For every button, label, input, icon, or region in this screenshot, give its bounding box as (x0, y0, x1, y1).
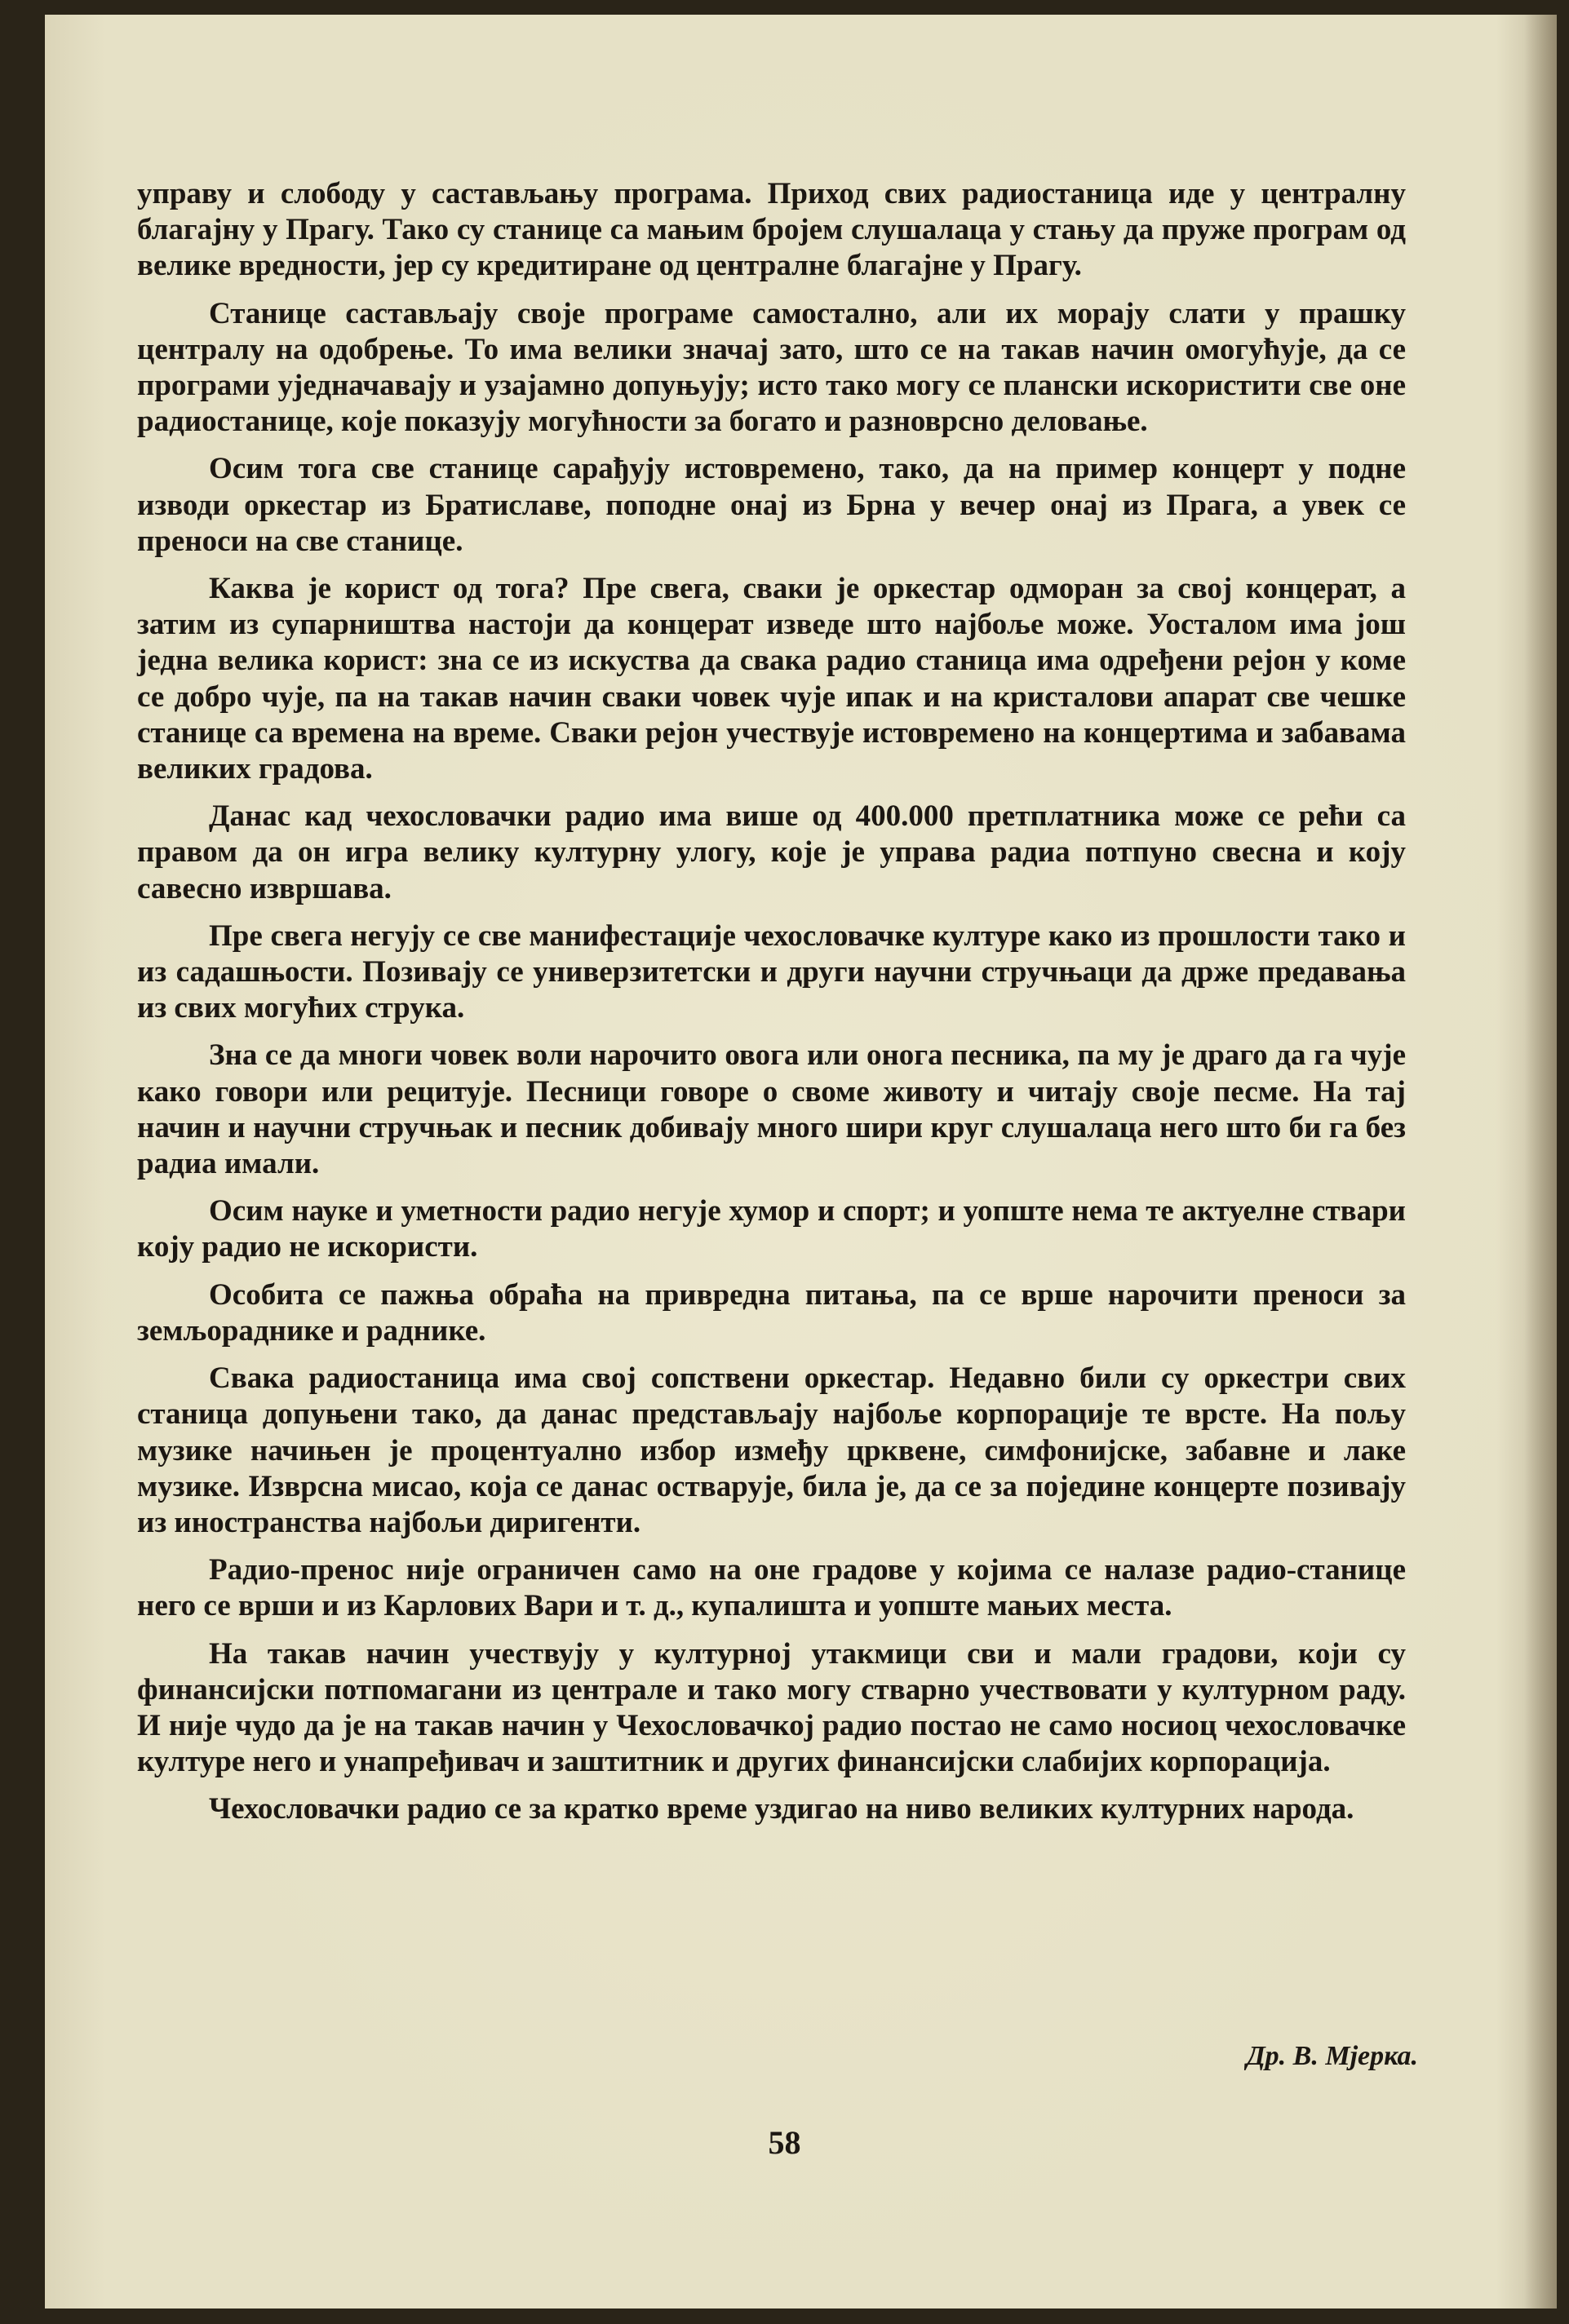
paragraph: Осим науке и уметности радио негује хумор и спорт; и уопште нема те актуелне ствари коју радио не искористи. (137, 1194, 1406, 1264)
paragraph: Радио-пренос није ограничен само на оне градове у којима се налазе радио-станице него се врши и из Карлових Вари и т. д., купалишта и уопште мањих места. (137, 1553, 1406, 1623)
paragraph: Свака радиостаница има свој сопствени оркестар. Недавно били су оркестри свих станица допуњени тако, да данас представљају најбоље корпорације те врсте. На пољу музике начињен је процентуално избор између црквене, симфонијске, забавне и лаке музике. Изврсна мисао, која се данас остварује, била је, да се за поједине концерте позивају из иностранства најбољи диригенти. (137, 1361, 1406, 1539)
paragraph: Пре свега негују се све манифестације чехословачке културе како из прошлости тако и из садашњости. Позивају се универзитетски и други научни стручњаци да држе предавања из свих могућих струка. (137, 919, 1406, 1025)
paragraph: Чехословачки радио се за кратко време уздигао на ниво великих културних народа. (209, 1792, 1354, 1826)
paragraph: Каква је корист од тога? Пре свега, сваки је оркестар одморан за свој концерат, а затим из супарништва настоји да концерат изведе што најбоље може. Уосталом има још једна велика корист: зна се из искуства да свака радио станица има одређени рејон у коме се добро чује, па на такав начин сваки човек чује ипак и на кристалови апарат све чешке станице са времена на време. Сваки рејон учествује истовремено на концертима и забавама великих градова. (137, 572, 1406, 786)
paragraph: управу и слободу у састављању програма. Приход свих радиостаница иде у централну благајну у Прагу. Тако су станице са мањим бројем слушалаца у стању да пруже програм од велике вредности, јер су кредитиране од централне благајне у Прагу. (137, 177, 1406, 283)
author-signature: Др. В. Мјерка. (1246, 2041, 1418, 2071)
paragraph: Осим тога све станице сарађују истовремено, тако, да на пример концерт у подне изводи оркестар из Братиславе, поподне онај из Брна у вечер онај из Прага, а увек се преноси на све станице. (137, 452, 1406, 558)
article-body (137, 176, 1406, 1839)
page-number: 58 (768, 2124, 801, 2161)
paragraph: Зна се да многи човек воли нарочито овога или онога песника, па му је драго да га чује како говори или рецитује. Песници говоре о своме животу и читају своје песме. На тај начин и научни стручњак и песник добивају много шири круг слушалаца него што би га без радиа имали. (137, 1038, 1406, 1181)
paragraph: Особита се пажња обраћа на привредна питања, па се врше нарочити преноси за земљораднике и раднике. (137, 1277, 1406, 1348)
paragraph: На такав начин учествују у културној утакмици сви и мали градови, који су финансијски потпомагани из централе и тако могу стварно учествовати у културном раду. И није чудо да је на такав начин у Чехословачкој радио постао не само носиоц чехословачке културе него и унапређивач и заштитник и других финансијски слабијих корпорација. (137, 1636, 1406, 1779)
paragraph: Данас кад чехословачки радио има више од 400.000 претплатника може се рећи са правом да он игра велику културну улогу, које је управа радиа потпуно свесна и коју савесно извршава. (137, 799, 1406, 905)
page-edge-shadow (1524, 15, 1557, 2309)
paragraph: Станице састављају своје програме самостално, али их морају слати у прашку централу на одобрење. То има велики значај зато, што се на такав начин омогућује, да се програми уједначавају и узајамно допуњују; исто тако могу се плански искористити све оне радиостанице, које показују могућности за богато и разноврсно деловање. (137, 296, 1406, 439)
